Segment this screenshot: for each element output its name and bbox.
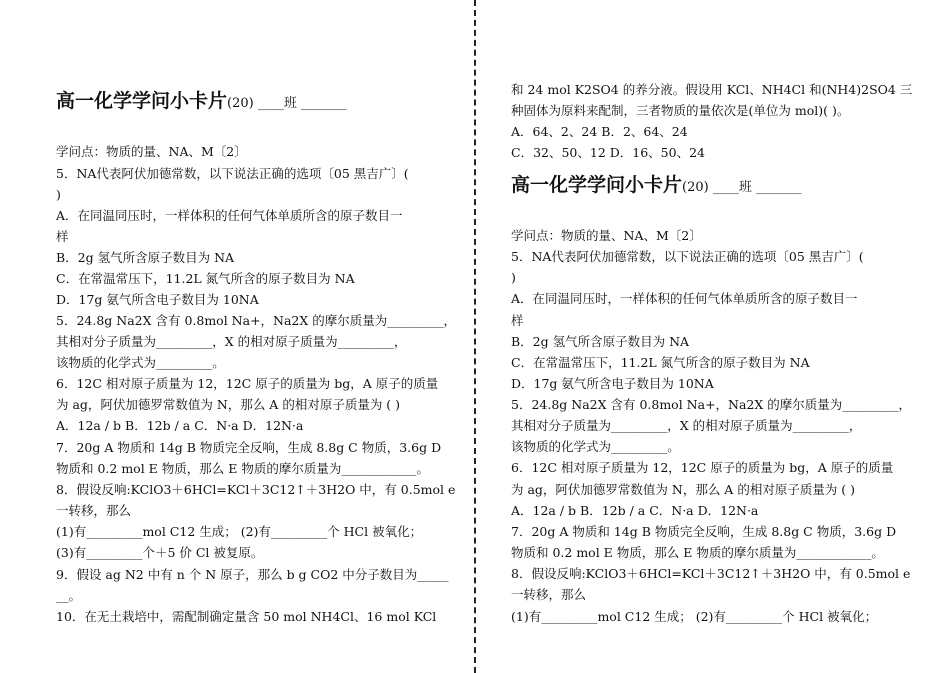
q7-line-1: 7．20g A 物质和 14g B 物质完全反响，生成 8.8g C 物质，3.6g D <box>511 524 897 539</box>
card-title <box>56 88 346 117</box>
q6-line-2: 为 ag，阿伏加德罗常数值为 N，那么 A 的相对原子质量为 ( ) <box>56 397 401 412</box>
q5-option-a: A．在同温同压时，一样体积的任何气体单质所含的原子数目一 <box>56 208 403 223</box>
q5-option-a-cont: 样 <box>56 229 69 244</box>
q6-line-1: 6．12C 相对原子质量为 12，12C 原子的质量为 bg，A 原子的质量 <box>56 376 439 391</box>
q9-line-1: 9．假设 ag N2 中有 n 个 N 原子，那么 b g CO2 中分子数目为_____ <box>56 567 449 582</box>
q5-option-c: C．在常温常压下，11.2L 氮气所含的原子数目为 NA <box>511 355 810 370</box>
q7-line-2: 物质和 0.2 mol E 物质，那么 E 物质的摩尔质量为____________。 <box>511 545 884 560</box>
q8-line-2: 一转移，那么 <box>511 587 587 602</box>
q5-stem-bracket: ) <box>511 270 516 285</box>
q10-line-1: 10．在无土栽培中，需配制确定量含 50 mol NH4Cl、16 mol KCl <box>56 609 437 624</box>
q8-line-2: 一转移，那么 <box>56 503 132 518</box>
card-title-class-blank: (20) ____班 _______ <box>227 96 347 111</box>
q5-option-b: B．2g 氢气所含原子数目为 NA <box>56 250 235 265</box>
q5-option-a-cont: 样 <box>511 313 524 328</box>
q5b-line-2: 其相对分子质量为_________，X 的相对原子质量为_________， <box>56 334 407 349</box>
q5-option-b: B．2g 氢气所含原子数目为 NA <box>511 334 690 349</box>
q5-stem: 5．NA代表阿伏加德常数，以下说法正确的选项〔05 黑吉广〕( <box>511 249 864 264</box>
q6-options: A．12a / b B．12b / a C．N·a D．12N·a <box>511 503 759 518</box>
q10-cont-line-2: 种固体为原料来配制，三者物质的量依次是(单位为 mol)( )。 <box>511 103 850 118</box>
q5b-line-1: 5．24.8g Na2X 含有 0.8mol Na+，Na2X 的摩尔质量为_________， <box>56 313 457 328</box>
card-title-text: 高一化学学问小卡片 <box>56 90 228 112</box>
q10-options-cd: C．32、50、12 D．16、50、24 <box>511 145 705 160</box>
q5-option-d: D．17g 氨气所含电子数目为 10NA <box>511 376 714 391</box>
q5-stem-bracket: ) <box>56 187 61 202</box>
q5b-line-2: 其相对分子质量为_________，X 的相对原子质量为_________， <box>511 418 862 433</box>
q5-stem: 5．NA代表阿伏加德常数，以下说法正确的选项〔05 黑吉广〕( <box>56 166 409 181</box>
card-title <box>511 172 801 201</box>
q6-line-2: 为 ag，阿伏加德罗常数值为 N，那么 A 的相对原子质量为 ( ) <box>511 482 856 497</box>
q7-line-2: 物质和 0.2 mol E 物质，那么 E 物质的摩尔质量为____________。 <box>56 461 429 476</box>
cut-line-divider <box>474 0 476 673</box>
q10-cont-line-1: 和 24 mol K2SO4 的养分液。假设用 KCl、NH4Cl 和(NH4)2SO4 三 <box>511 82 913 97</box>
q8-line-1: 8．假设反响:KClO3＋6HCl=KCl＋3C12↑＋3H2O 中，有 0.5mol e <box>56 482 456 497</box>
q8-line-4: (3)有_________个＋5 价 Cl 被复原。 <box>56 545 264 560</box>
q6-options: A．12a / b B．12b / a C．N·a D．12N·a <box>56 418 304 433</box>
q8-line-1: 8．假设反响:KClO3＋6HCl=KCl＋3C12↑＋3H2O 中，有 0.5mol e <box>511 566 911 581</box>
card-title-class-blank: (20) ____班 _______ <box>682 180 802 195</box>
q5-option-d: D．17g 氨气所含电子数目为 10NA <box>56 292 259 307</box>
q5-option-c: C．在常温常压下，11.2L 氮气所含的原子数目为 NA <box>56 271 355 286</box>
q6-line-1: 6．12C 相对原子质量为 12，12C 原子的质量为 bg，A 原子的质量 <box>511 460 894 475</box>
knowledge-point: 学问点：物质的量、NA、M〔2〕 <box>511 228 702 243</box>
q7-line-1: 7．20g A 物质和 14g B 物质完全反响，生成 8.8g C 物质，3.6g D <box>56 440 442 455</box>
q8-line-3: (1)有_________mol C12 生成； (2)有_________个 HCl 被氧化； <box>56 524 423 539</box>
q5-option-a: A．在同温同压时，一样体积的任何气体单质所含的原子数目一 <box>511 291 858 306</box>
card-title-text: 高一化学学问小卡片 <box>511 174 683 196</box>
knowledge-point: 学问点：物质的量、NA、M〔2〕 <box>56 144 247 159</box>
q5b-line-1: 5．24.8g Na2X 含有 0.8mol Na+，Na2X 的摩尔质量为_________， <box>511 397 912 412</box>
q9-line-2: __。 <box>56 588 82 603</box>
q10-options-ab: A．64、2、24 B．2、64、24 <box>511 124 688 139</box>
q8-line-3: (1)有_________mol C12 生成； (2)有_________个 HCl 被氧化； <box>511 609 878 624</box>
q5b-line-3: 该物质的化学式为_________。 <box>56 355 225 370</box>
q5b-line-3: 该物质的化学式为_________。 <box>511 439 680 454</box>
